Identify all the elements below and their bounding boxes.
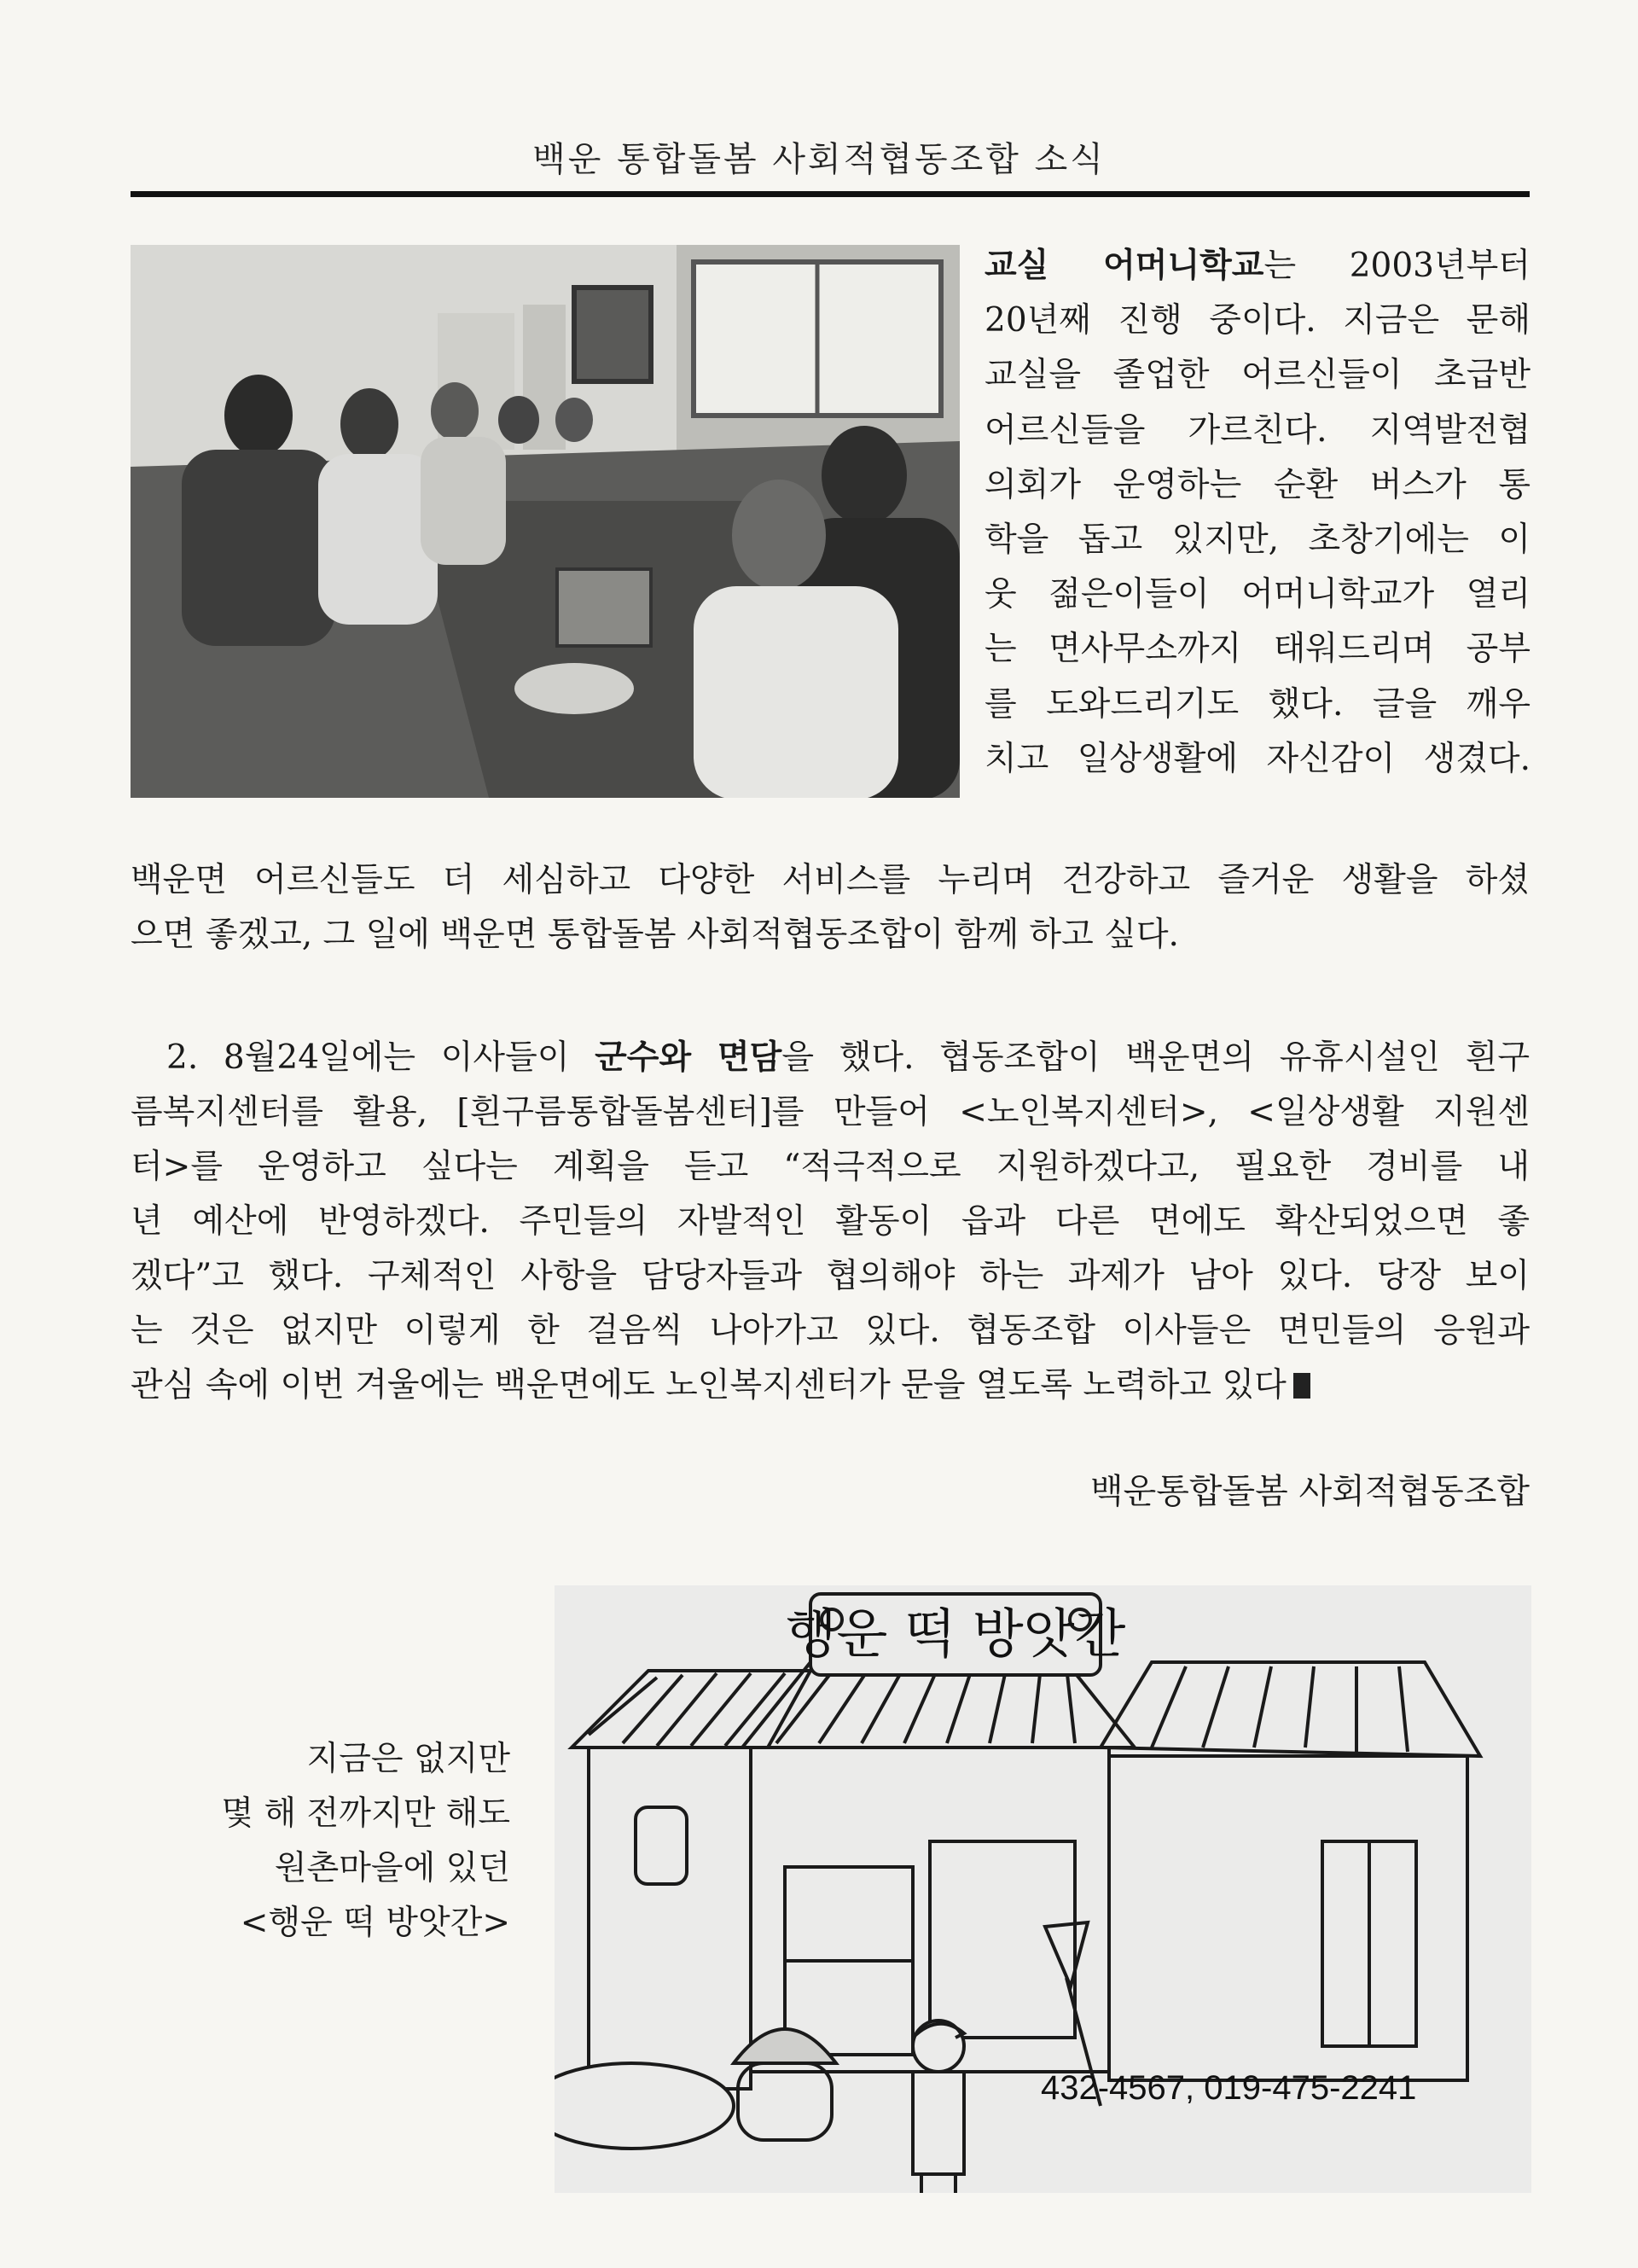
- intro-line-2: 20년째 진행 중이다. 지금은 문해: [985, 301, 1531, 340]
- caption-line-2: 몇 해 전까지만 해도: [221, 1794, 510, 1833]
- paragraph-1-line-2: 으면 좋겠고, 그 일에 백운면 통합돌봄 사회적협동조합이 함께 하고 싶다.: [131, 916, 1179, 954]
- caption-line-1: 지금은 없지만: [306, 1740, 510, 1778]
- paragraph-2-line-3: 터>를 운영하고 싶다는 계획을 듣고 “적극적으로 지원하겠다고, 필요한 경비를 내: [131, 1148, 1530, 1186]
- intro-line-6: 학을 돕고 있지만, 초창기에는 이: [985, 520, 1531, 560]
- author-signature: 백운통합돌봄 사회적협동조합: [1089, 1472, 1530, 1511]
- intro-line-7: 웃 젊은이들이 어머니학교가 열리: [985, 575, 1531, 614]
- paragraph-2: [131, 1031, 1530, 1413]
- paragraph-2-line-5: 겠다”고 했다. 구체적인 사항을 담당자들과 협의해야 하는 과제가 남아 있다. 당장 보이: [131, 1257, 1530, 1295]
- caption-line-4: <행운 떡 방앗간>: [240, 1904, 510, 1942]
- paragraph-2-line-7: 관심 속에 이번 겨울에는 백운면에도 노인복지센터가 문을 열도록 노력하고 있다: [131, 1358, 1530, 1413]
- header-rule: [131, 191, 1530, 197]
- intro-line-3: 교실을 졸업한 어르신들이 초급반: [985, 356, 1531, 395]
- intro-line-8: 는 면사무소까지 태워드리며 공부: [985, 630, 1531, 669]
- mill-sign-text: 행운 떡 방앗간: [785, 1602, 1126, 1665]
- drawing-caption: [67, 1732, 510, 1951]
- phone-numbers: 432-4567, 019-475-2241: [1041, 2069, 1417, 2107]
- intro-line-10: 치고 일상생활에 자신감이 생겼다.: [985, 739, 1531, 778]
- paragraph-2-line-1: 2. 8월24일에는 이사들이 군수와 면담을 했다. 협동조합이 백운면의 유휴시설인 흰구: [166, 1038, 1530, 1077]
- intro-line-4: 어르신들을 가르친다. 지역발전협: [985, 410, 1531, 450]
- intro-line-9: 를 도와드리기도 했다. 글을 깨우: [985, 684, 1531, 724]
- intro-line-1: 교실 어머니학교는 2003년부터: [985, 247, 1531, 285]
- paragraph-1: [131, 853, 1530, 962]
- paragraph-2-line-4: 년 예산에 반영하겠다. 주민들의 자발적인 활동이 읍과 다른 면에도 확산되었으면 좋: [131, 1202, 1530, 1241]
- newsletter-header: 백운 통합돌봄 사회적협동조합 소식: [532, 140, 1106, 179]
- intro-text: [985, 239, 1531, 787]
- paragraph-1-line-1: 백운면 어르신들도 더 세심하고 다양한 서비스를 누리며 건강하고 즐거운 생활을 하셨: [131, 861, 1530, 899]
- intro-line-5: 의회가 운영하는 순환 버스가 통: [985, 465, 1531, 504]
- paragraph-2-line-6: 는 것은 없지만 이렇게 한 걸음씩 나아가고 있다. 협동조합 이사들은 면민들의 응원과: [131, 1311, 1530, 1350]
- paragraph-2-line-2: 름복지센터를 활용, [흰구름통합돌봄센터]를 만들어 <노인복지센터>, <일상생활 지원센: [131, 1093, 1530, 1131]
- meeting-photo: [131, 245, 960, 798]
- caption-line-3: 원촌마을에 있던: [274, 1849, 510, 1887]
- end-mark-icon: [1293, 1373, 1310, 1399]
